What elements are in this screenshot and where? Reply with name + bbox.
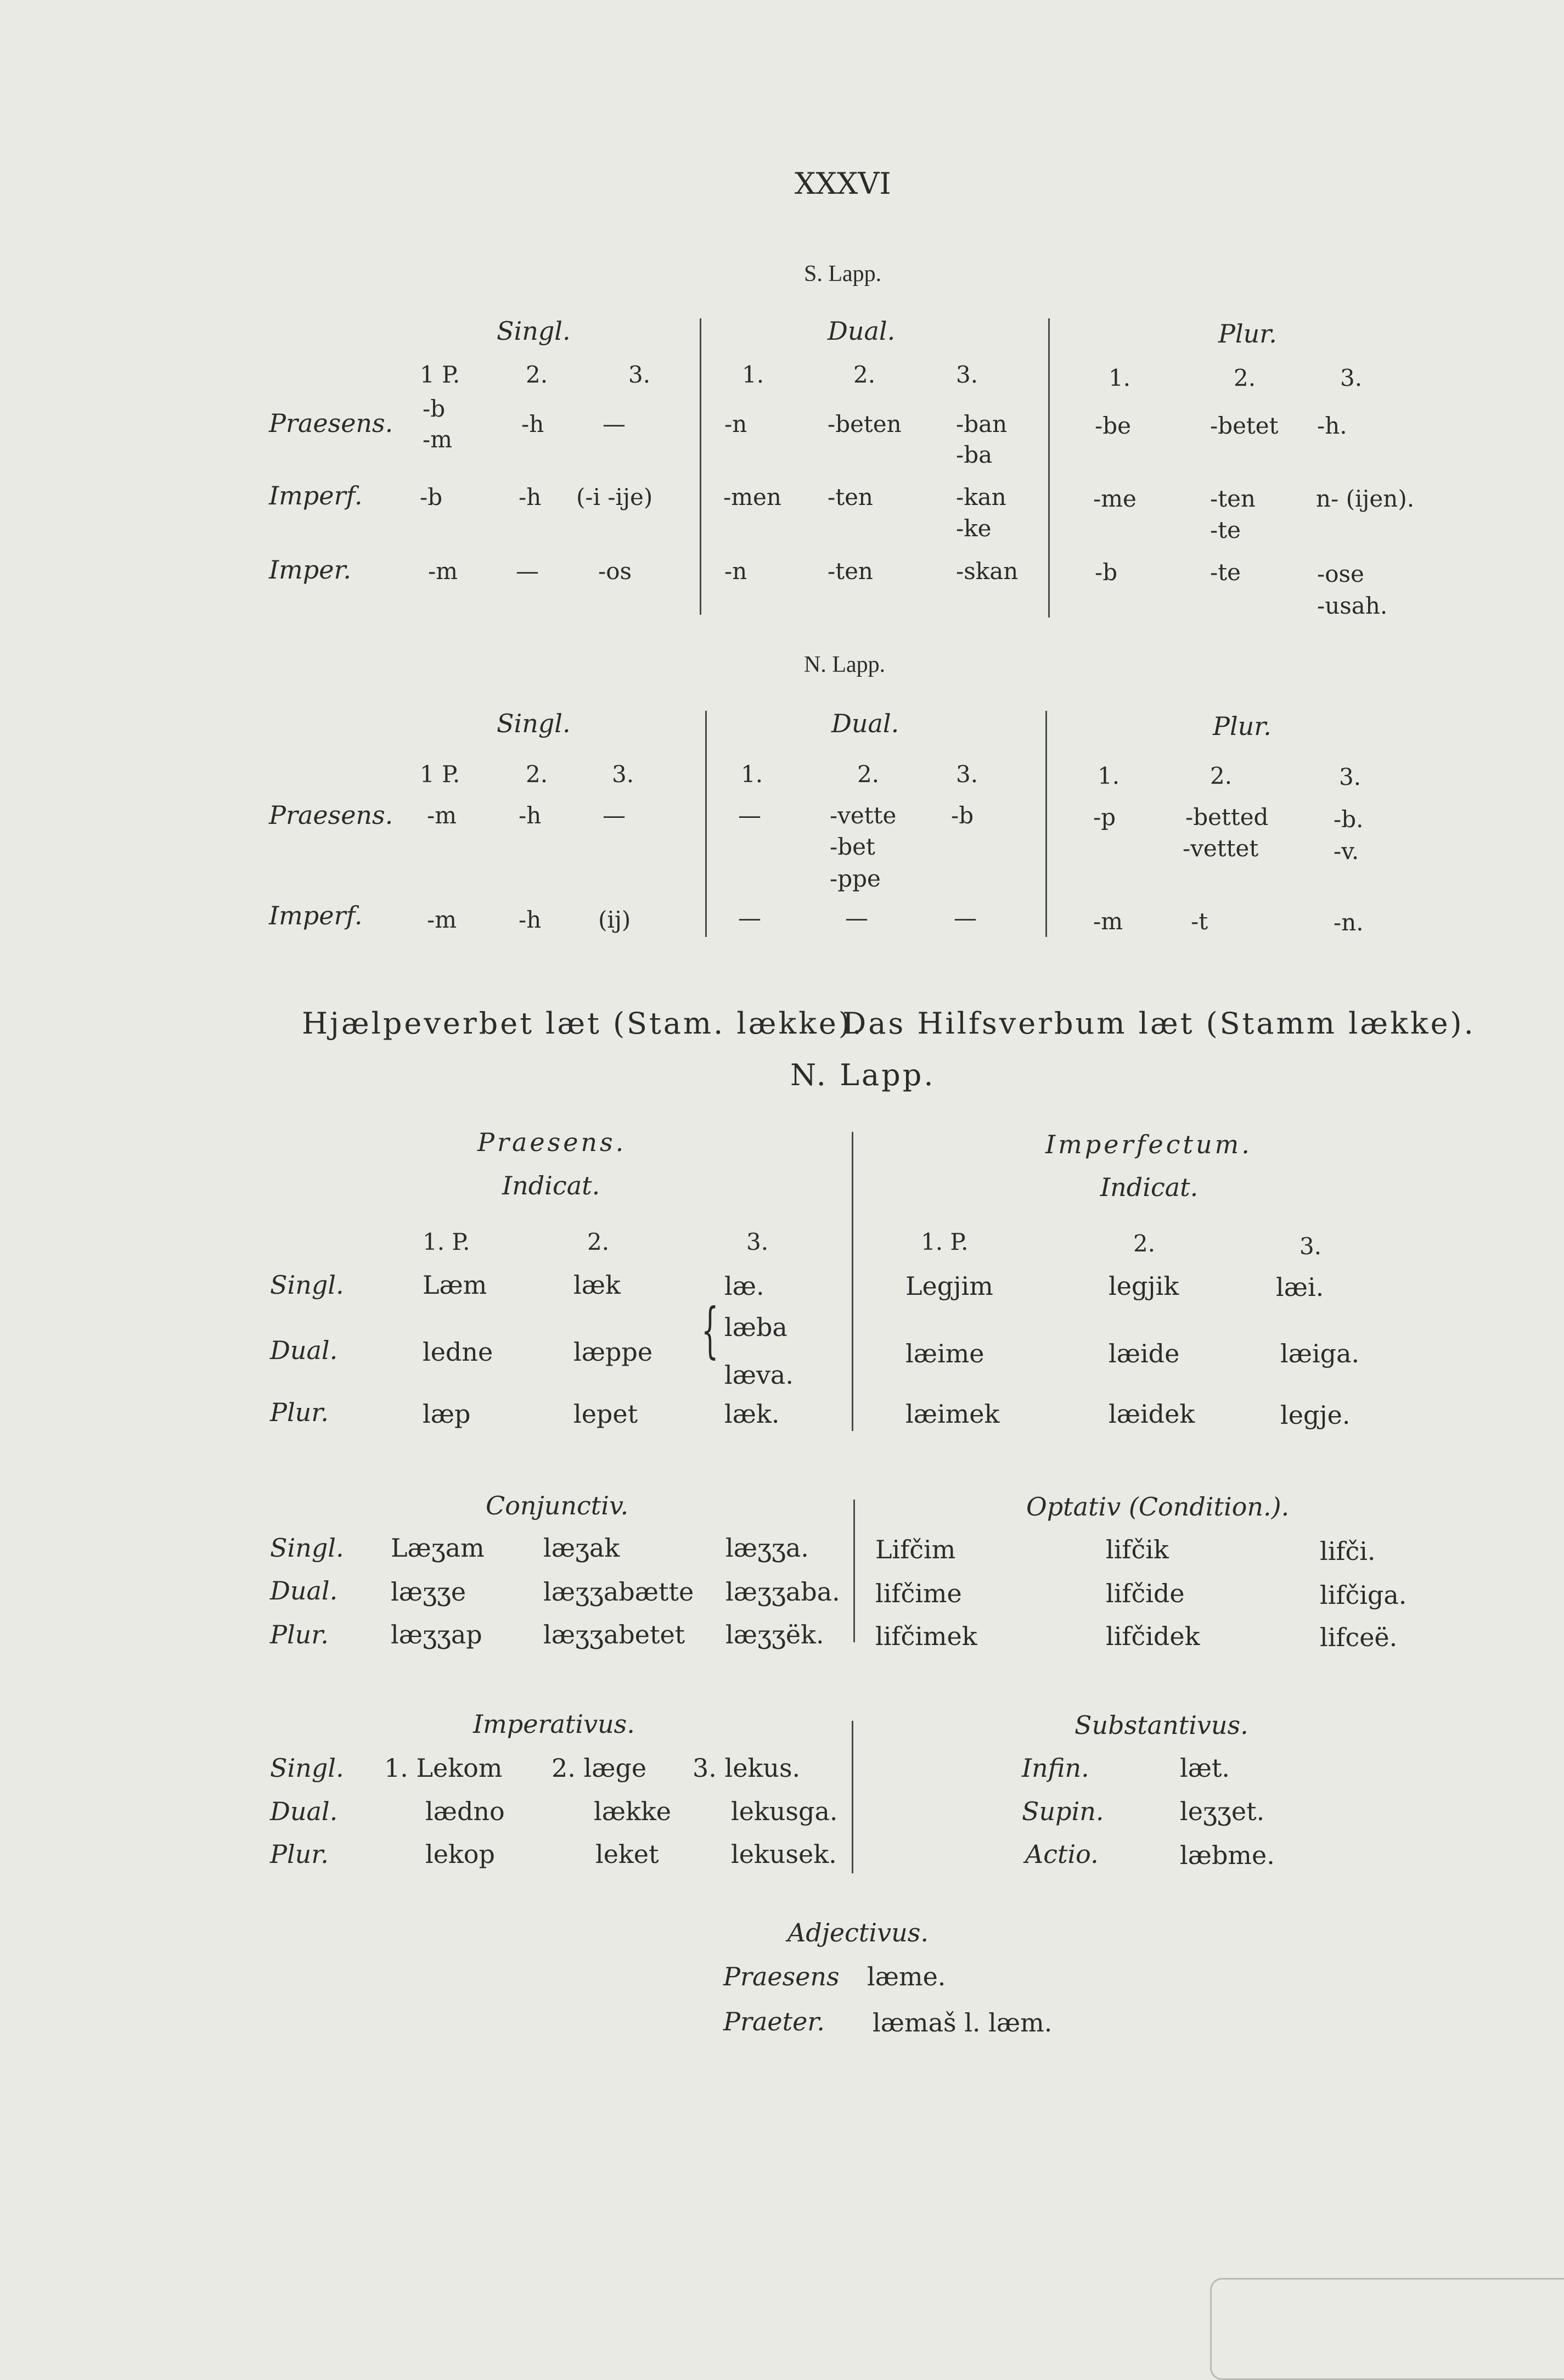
conj-p2: læʒʒabetet bbox=[543, 1620, 685, 1649]
imp-d3: lekusga. bbox=[731, 1797, 838, 1826]
s-praes-d1: -n bbox=[724, 411, 747, 437]
n-praes-s3: — bbox=[603, 802, 626, 829]
ind-plur-label: Plur. bbox=[270, 1397, 329, 1427]
ind-num-3: 3. bbox=[746, 1228, 769, 1255]
indicat-heading-left: Indicat. bbox=[502, 1171, 600, 1200]
ind-s2: læk bbox=[573, 1270, 621, 1300]
optativ-heading: Optativ (Condition.). bbox=[1026, 1492, 1290, 1522]
subst-supin-value: leʒʒet. bbox=[1180, 1797, 1265, 1826]
n-num-p1: 1. bbox=[1098, 762, 1120, 789]
imp-s1: 1. Lekom bbox=[384, 1753, 503, 1783]
s-impr-d3: -skan bbox=[956, 558, 1019, 585]
verb-subheading: N. Lapp. bbox=[790, 1058, 936, 1092]
s-divider-2 bbox=[1048, 318, 1050, 618]
impf-p2: læidek bbox=[1109, 1399, 1195, 1429]
conj-s1: Læʒam bbox=[391, 1533, 485, 1563]
s-praes-s1a: -b bbox=[423, 395, 446, 422]
n-praes-p2b: -vettet bbox=[1183, 835, 1259, 862]
ind-p2: lepet bbox=[573, 1399, 638, 1429]
conj-p3: læʒʒëk. bbox=[725, 1620, 824, 1649]
impf-num-2: 2. bbox=[1133, 1230, 1156, 1257]
s-num-s3: 3. bbox=[628, 361, 651, 388]
s-praes-p2: -betet bbox=[1210, 412, 1279, 439]
n-imperf-label: Imperf. bbox=[269, 901, 363, 930]
opt-s3: lifči. bbox=[1320, 1536, 1376, 1566]
n-num-d3: 3. bbox=[956, 761, 978, 788]
imp-s3: 3. lekus. bbox=[693, 1753, 801, 1783]
s-num-s1: 1 P. bbox=[420, 361, 460, 388]
impf-d2: læide bbox=[1109, 1339, 1180, 1368]
impf-s2: legjik bbox=[1109, 1271, 1179, 1301]
ind-d1: ledne bbox=[423, 1337, 493, 1367]
s-impf-p2b: -te bbox=[1210, 517, 1241, 543]
n-plur-head: Plur. bbox=[1213, 711, 1272, 741]
indicative-divider bbox=[852, 1132, 853, 1431]
imp-dual-label: Dual. bbox=[270, 1797, 338, 1826]
s-impf-d3b: -ke bbox=[956, 515, 992, 542]
subst-actio-value: læbme. bbox=[1180, 1840, 1275, 1870]
s-praes-p3: -h. bbox=[1317, 412, 1347, 439]
s-praes-d2: -beten bbox=[828, 411, 902, 437]
n-num-s3: 3. bbox=[612, 761, 634, 788]
imp-d1: lædno bbox=[425, 1797, 505, 1826]
s-impr-s3: -os bbox=[598, 558, 632, 585]
s-num-d3: 3. bbox=[956, 361, 978, 388]
n-impf-s3: (ij) bbox=[598, 906, 631, 933]
s-praes-s2: -h bbox=[521, 411, 544, 437]
n-impf-d3: — bbox=[954, 905, 977, 931]
conj-s2: læʒak bbox=[543, 1533, 620, 1563]
s-num-p2: 2. bbox=[1234, 364, 1256, 391]
subst-infin-value: læt. bbox=[1180, 1753, 1230, 1783]
substantivus-heading: Substantivus. bbox=[1074, 1710, 1248, 1740]
s-num-d2: 2. bbox=[853, 361, 876, 388]
s-impf-d3a: -kan bbox=[956, 484, 1006, 510]
n-num-d1: 1. bbox=[741, 761, 763, 788]
s-praes-d3a: -ban bbox=[956, 411, 1008, 437]
subst-actio-label: Actio. bbox=[1025, 1839, 1099, 1869]
indicat-heading-right: Indicat. bbox=[1100, 1172, 1199, 1202]
n-num-s2: 2. bbox=[526, 761, 548, 788]
opt-s1: Lifčim bbox=[875, 1535, 956, 1564]
s-praes-s1b: -m bbox=[423, 426, 453, 453]
opt-p2: lifčidek bbox=[1106, 1621, 1200, 1651]
n-num-p3: 3. bbox=[1339, 764, 1362, 790]
s-impr-d1: -n bbox=[724, 558, 747, 585]
conjunctiv-heading: Conjunctiv. bbox=[486, 1491, 629, 1520]
s-impr-p2: -te bbox=[1210, 559, 1241, 586]
n-praes-p3b: -v. bbox=[1334, 838, 1359, 865]
subst-supin-label: Supin. bbox=[1022, 1797, 1104, 1826]
ind-num-1: 1. P. bbox=[423, 1228, 470, 1255]
s-impf-s3: (-i -ije) bbox=[576, 484, 653, 510]
s-num-s2: 2. bbox=[526, 361, 548, 388]
s-praes-d3b: -ba bbox=[956, 441, 993, 468]
n-lapp-heading: N. Lapp. bbox=[804, 652, 886, 677]
imperativus-heading: Imperativus. bbox=[473, 1709, 635, 1739]
ind-num-2: 2. bbox=[587, 1228, 610, 1255]
n-impf-d2: — bbox=[845, 905, 868, 931]
n-impf-d1: — bbox=[738, 905, 761, 931]
s-praesens-label: Praesens. bbox=[269, 408, 393, 438]
conj-d1: læʒʒe bbox=[391, 1577, 466, 1607]
conj-d2: læʒʒabætte bbox=[543, 1577, 694, 1607]
n-divider-2 bbox=[1045, 711, 1047, 937]
s-impf-s1: -b bbox=[420, 484, 443, 510]
opt-s2: lifčik bbox=[1106, 1535, 1169, 1564]
s-impr-p1: -b bbox=[1095, 559, 1118, 586]
s-impf-p2a: -ten bbox=[1210, 485, 1256, 512]
impf-s3: læi. bbox=[1276, 1272, 1324, 1302]
imp-s2: 2. læge bbox=[552, 1753, 647, 1783]
n-praes-d1: — bbox=[738, 802, 761, 829]
brace: { bbox=[701, 1295, 719, 1365]
opt-p1: lifčimek bbox=[875, 1621, 977, 1651]
s-impr-d2: -ten bbox=[828, 558, 873, 585]
ind-p3: læk. bbox=[724, 1399, 780, 1429]
imperativus-divider bbox=[852, 1721, 853, 1873]
s-divider-1 bbox=[700, 318, 701, 615]
imp-p3: lekusek. bbox=[731, 1839, 837, 1869]
n-num-s1: 1 P. bbox=[420, 761, 460, 788]
adj-praeter-label: Praeter. bbox=[723, 2007, 825, 2036]
impf-s1: Legjim bbox=[905, 1271, 993, 1301]
n-num-d2: 2. bbox=[857, 761, 880, 788]
conj-plur-label: Plur. bbox=[270, 1620, 329, 1649]
s-impf-p1: -me bbox=[1093, 485, 1137, 512]
ind-d3b: læva. bbox=[724, 1360, 794, 1390]
s-praes-p1: -be bbox=[1095, 412, 1131, 439]
n-impf-s2: -h bbox=[519, 906, 542, 933]
page-corner-mark bbox=[1210, 2278, 1564, 2380]
n-dual-head: Dual. bbox=[831, 709, 899, 738]
impf-p3: legje. bbox=[1280, 1400, 1351, 1430]
opt-p3: lifceë. bbox=[1320, 1623, 1398, 1652]
adj-praesens-label: Praesens bbox=[723, 1962, 840, 1991]
ind-s3: læ. bbox=[724, 1271, 764, 1301]
adj-praesens-value: læme. bbox=[867, 1962, 946, 1991]
s-num-p3: 3. bbox=[1340, 364, 1363, 391]
opt-d1: lifčime bbox=[875, 1579, 962, 1608]
n-praes-d2c: -ppe bbox=[830, 865, 881, 892]
impf-d3: læiga. bbox=[1280, 1339, 1360, 1368]
imp-d2: lække bbox=[594, 1797, 671, 1826]
s-impf-p3: n- (ijen). bbox=[1316, 485, 1415, 512]
n-praes-s2: -h bbox=[519, 802, 542, 829]
ind-d3a: læba bbox=[724, 1312, 787, 1342]
verb-title-right: Das Hilfsverbum læt (Stamm lække). bbox=[842, 1006, 1476, 1041]
s-impr-p3b: -usah. bbox=[1317, 592, 1388, 619]
ind-d2: læppe bbox=[573, 1337, 653, 1367]
ind-p1: læp bbox=[423, 1399, 471, 1429]
imp-singl-label: Singl. bbox=[270, 1753, 344, 1783]
n-praes-d3: -b bbox=[951, 802, 974, 829]
n-impf-s1: -m bbox=[427, 906, 457, 933]
s-praes-s3: — bbox=[603, 411, 626, 437]
impf-d1: læime bbox=[905, 1339, 984, 1368]
conj-d3: læʒʒaba. bbox=[725, 1577, 840, 1607]
ind-s1: Læm bbox=[423, 1270, 487, 1300]
s-singl-head: Singl. bbox=[497, 316, 571, 346]
imperfectum-heading: Imperfectum. bbox=[1045, 1130, 1252, 1159]
opt-d3: lifčiga. bbox=[1320, 1580, 1407, 1610]
n-praes-d2a: -vette bbox=[830, 802, 897, 829]
n-impf-p1: -m bbox=[1093, 908, 1123, 935]
conj-singl-label: Singl. bbox=[270, 1533, 344, 1563]
conj-p1: læʒʒap bbox=[391, 1620, 482, 1649]
impf-p1: læimek bbox=[905, 1399, 1000, 1429]
ind-dual-label: Dual. bbox=[270, 1335, 338, 1365]
conj-s3: læʒʒa. bbox=[725, 1533, 809, 1563]
n-praes-d2b: -bet bbox=[830, 833, 875, 860]
n-praes-p3a: -b. bbox=[1334, 806, 1364, 833]
verb-title-left: Hjælpeverbet læt (Stam. lække). bbox=[302, 1006, 864, 1041]
s-imperf-label: Imperf. bbox=[269, 481, 363, 510]
impf-num-3: 3. bbox=[1299, 1233, 1322, 1260]
s-num-p1: 1. bbox=[1109, 364, 1131, 391]
s-lapp-heading: S. Lapp. bbox=[804, 261, 882, 287]
opt-d2: lifčide bbox=[1106, 1579, 1185, 1608]
n-num-p2: 2. bbox=[1210, 762, 1233, 789]
imp-p2: leket bbox=[595, 1839, 659, 1869]
n-praes-p2a: -betted bbox=[1185, 804, 1269, 830]
adjectivus-heading: Adjectivus. bbox=[787, 1918, 929, 1947]
s-dual-head: Dual. bbox=[828, 316, 896, 346]
page-number: XXXVI bbox=[795, 166, 891, 201]
s-impf-d2: -ten bbox=[828, 484, 873, 510]
n-praes-p1: -p bbox=[1093, 804, 1116, 830]
imp-plur-label: Plur. bbox=[270, 1839, 329, 1869]
imp-p1: lekop bbox=[425, 1839, 495, 1869]
ind-singl-label: Singl. bbox=[270, 1270, 344, 1300]
s-impf-s2: -h bbox=[519, 484, 542, 510]
s-num-d1: 1. bbox=[742, 361, 764, 388]
s-impr-p3a: -ose bbox=[1317, 560, 1364, 587]
conjunctiv-divider bbox=[853, 1500, 855, 1642]
s-imper-label: Imper. bbox=[269, 555, 352, 585]
conj-dual-label: Dual. bbox=[270, 1576, 338, 1606]
n-praes-s1: -m bbox=[427, 802, 457, 829]
praesens-heading: Praesens. bbox=[477, 1127, 627, 1157]
n-divider-1 bbox=[705, 711, 707, 937]
n-impf-p2: -t bbox=[1191, 908, 1208, 935]
s-impr-s2: — bbox=[516, 558, 539, 585]
n-singl-head: Singl. bbox=[497, 709, 571, 738]
n-praesens-label: Praesens. bbox=[269, 800, 393, 830]
s-impf-d1: -men bbox=[723, 484, 781, 510]
subst-infin-label: Infin. bbox=[1022, 1753, 1089, 1783]
s-impr-s1: -m bbox=[428, 558, 458, 585]
adj-praeter-value: læmaš l. læm. bbox=[873, 2008, 1053, 2037]
s-plur-head: Plur. bbox=[1218, 319, 1277, 349]
impf-num-1: 1. P. bbox=[921, 1228, 969, 1255]
n-impf-p3: -n. bbox=[1334, 909, 1364, 936]
